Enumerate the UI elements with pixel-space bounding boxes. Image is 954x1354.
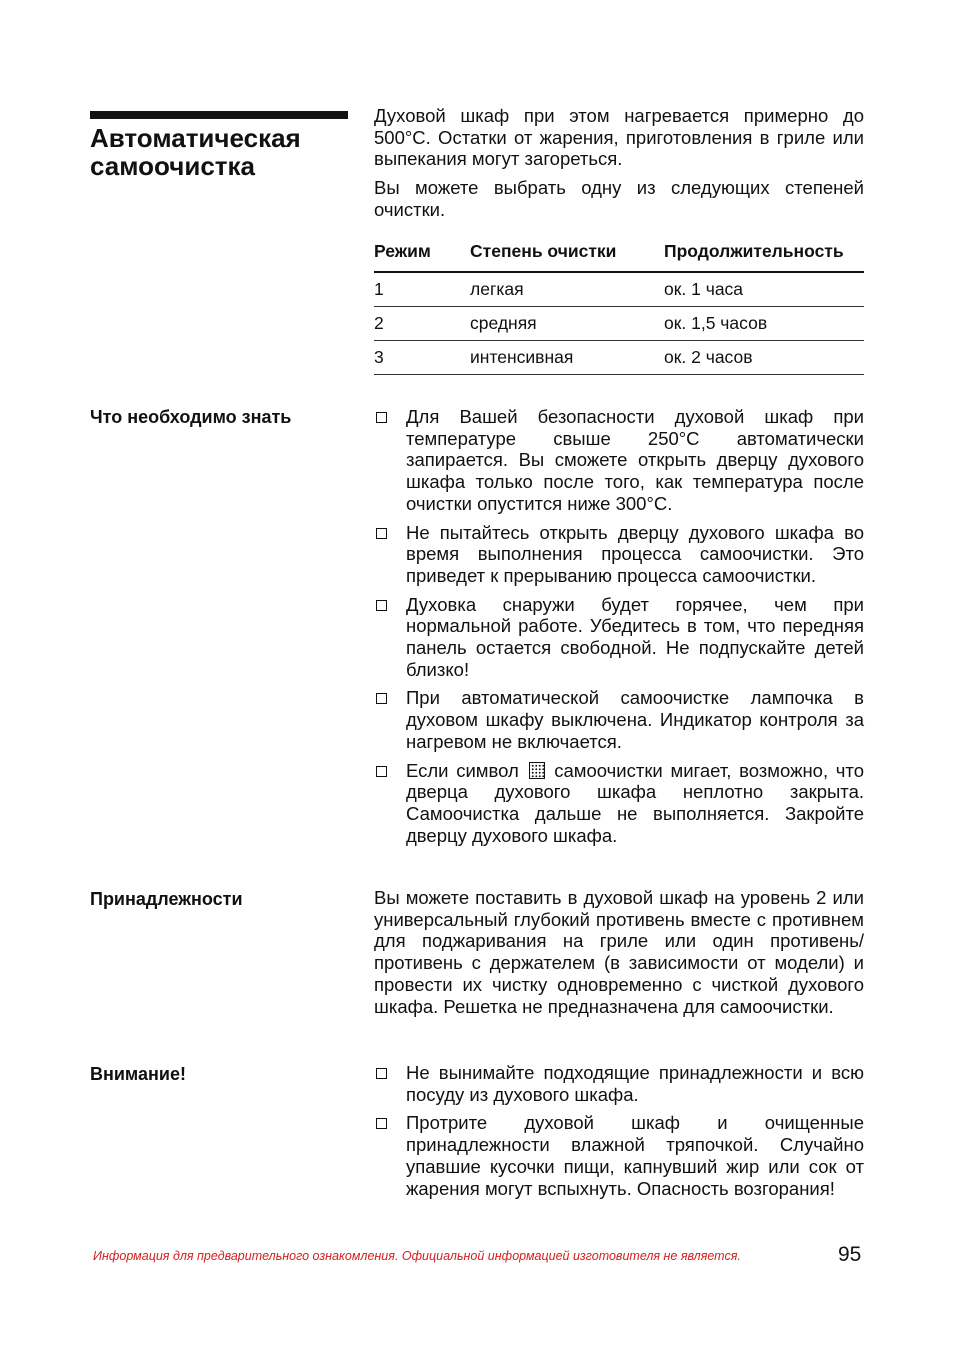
attention-list (374, 1062, 864, 1199)
self-cleaning-symbol-icon (529, 762, 545, 779)
table-row (374, 272, 864, 307)
checkbox-bullet-icon (376, 412, 387, 423)
list-item (374, 406, 864, 515)
section-heading-know: Что необходимо знать (90, 407, 292, 427)
checkbox-bullet-icon (376, 1068, 387, 1079)
cleaning-levels-table (374, 239, 864, 375)
table-row (374, 307, 864, 341)
list-item-text: Для Вашей безопасности духовой шкаф при температуре свыше 250°C автоматически запирается. Вы сможете открыть дверцу духового шкафа только после того, как температура после очистки опустится ниже 300°C. (406, 406, 864, 514)
checkbox-bullet-icon (376, 693, 387, 704)
list-item (374, 522, 864, 587)
page-title: Автоматическая самоочистка (90, 123, 301, 181)
list-item-text: Духовка снаружи будет горячее, чем при нормальной работе. Убедитесь в том, что передняя панель остается свободной. Не подпускайте детей близко! (406, 593, 864, 680)
checkbox-bullet-icon (376, 766, 387, 777)
intro-paragraph-2: Вы можете выбрать одну из следующих степеней очистки. (374, 177, 864, 220)
table-cell-mode: 2 (374, 307, 470, 341)
title-rule (90, 111, 348, 119)
list-item-text-after: самоочистки мигает, возможно, что дверца духового шкафа неплотно закрыта. Самоочистка дальше не выполняется. Закройте дверцу духового шкафа. (406, 759, 864, 846)
table-cell-level: легкая (470, 272, 664, 307)
footer-disclaimer: Информация для предварительного ознакомления. Официальной информацией изготовителя не является. (93, 1249, 741, 1263)
table-header-mode: Режим (374, 239, 470, 272)
accessories-text: Вы можете поставить в духовой шкаф на уровень 2 или универсальный глубокий противень вместе с противнем для поджаривания на гриле или один противень/противень с держателем (в зависимости от модели) и провести их чистку одновременно с чисткой духового шкафа. Решетка не предназначена для самоочистки. (374, 887, 864, 1017)
list-item-text: При автоматической самоочистке лампочка в духовом шкафу выключена. Индикатор контроля за нагревом не включается. (406, 687, 864, 752)
table-cell-duration: ок. 2 часов (664, 341, 864, 375)
table-cell-level: средняя (470, 307, 664, 341)
table-cell-duration: ок. 1 часа (664, 272, 864, 307)
list-item (374, 687, 864, 752)
list-item-text: Не пытайтесь открыть дверцу духового шкафа во время выполнения процесса самоочистки. Это приведет к прерыванию процесса самоочистки. (406, 521, 864, 586)
table-cell-level: интенсивная (470, 341, 664, 375)
section-heading-attention: Внимание! (90, 1064, 186, 1084)
list-item-text-before: Если символ (406, 759, 519, 781)
table-row (374, 341, 864, 375)
list-item-text: Протрите духовой шкаф и очищенные принадлежности влажной тряпочкой. Случайно упавшие кусочки пищи, капнувший жир или сок от жарения могут вспыхнуть. Опасность возгорания! (406, 1112, 864, 1199)
list-item (374, 1112, 864, 1199)
table-cell-mode: 3 (374, 341, 470, 375)
table-header-level: Степень очистки (470, 239, 664, 272)
list-item-text: Не вынимайте подходящие принадлежности и всю посуду из духового шкафа. (406, 1062, 864, 1105)
table-header-duration: Продолжительность (664, 239, 864, 272)
checkbox-bullet-icon (376, 600, 387, 611)
intro-block (374, 105, 864, 228)
table-cell-mode: 1 (374, 272, 470, 307)
table-cell-duration: ок. 1,5 часов (664, 307, 864, 341)
list-item (374, 1062, 864, 1105)
attention-section (374, 1062, 864, 1206)
table-header-row (374, 239, 864, 272)
accessories-section (374, 887, 864, 1024)
intro-paragraph-1: Духовой шкаф при этом нагревается примерно до 500°C. Остатки от жарения, приготовления в гриле или выпекания могут загореться. (374, 105, 864, 170)
section-heading-accessories: Принадлежности (90, 889, 243, 909)
list-item (374, 594, 864, 681)
checkbox-bullet-icon (376, 528, 387, 539)
checkbox-bullet-icon (376, 1118, 387, 1129)
know-list (374, 406, 864, 846)
page-number: 95 (838, 1243, 862, 1266)
know-section (374, 406, 864, 853)
list-item (374, 760, 864, 847)
